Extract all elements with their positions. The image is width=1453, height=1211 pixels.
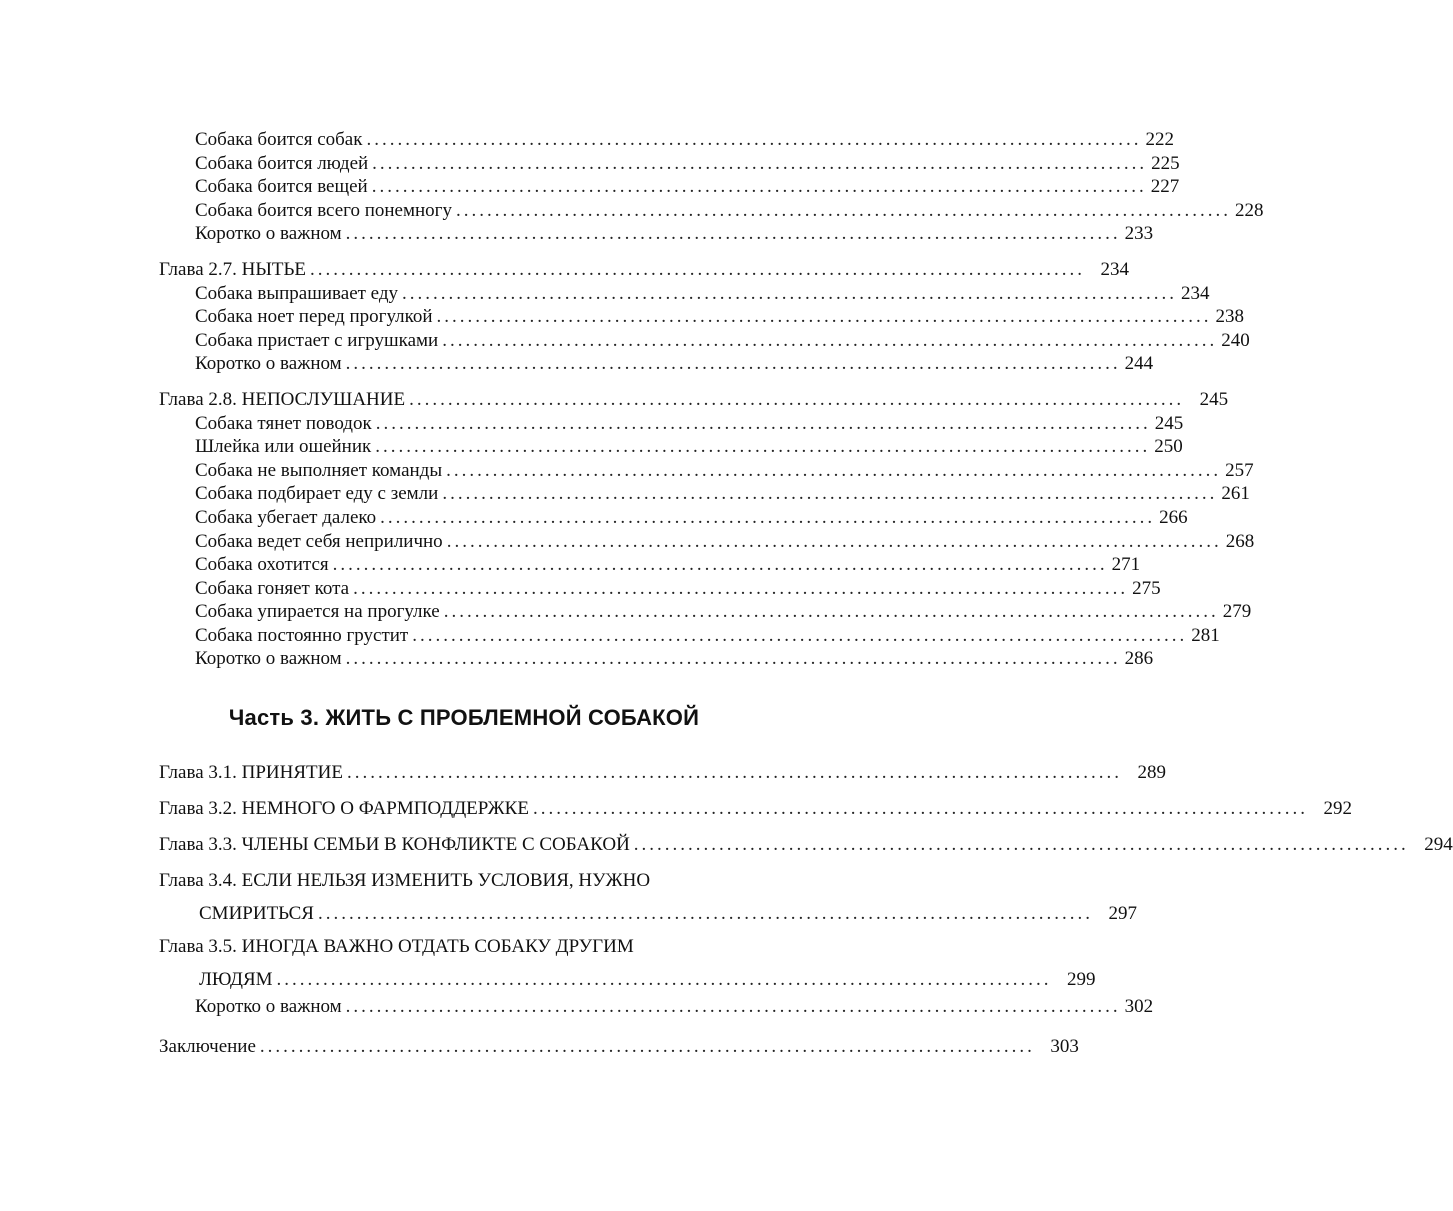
toc-item[interactable]: Собака подбирает еду с земли .................................................................................................... 261 [195,483,1250,505]
toc-chapter-line1[interactable]: Глава 3.4. ЕСЛИ НЕЛЬЗЯ ИЗМЕНИТЬ УСЛОВИЯ, НУЖНО [159,870,651,892]
page-number: 266 [1159,506,1188,528]
page-number: 244 [1124,353,1154,375]
page-number: 286 [1124,648,1154,670]
toc-item[interactable]: Собака гоняет кота .................................................................................................... 275 [195,577,1161,599]
leader-dots: .................................................................................................... [332,554,1108,576]
toc-item[interactable]: Собака не выполняет команды .................................................................................................... 257 [195,459,1254,481]
leader-dots: .................................................................................................... [442,483,1218,505]
leader-dots: .................................................................................................... [633,834,1409,856]
toc-item[interactable]: Собака боится вещей .................................................................................................... 227 [195,176,1180,198]
toc-item[interactable]: Собака охотится .................................................................................................... 271 [195,554,1141,576]
toc-chapter-line1[interactable]: Глава 3.5. ИНОГДА ВАЖНО ОТДАТЬ СОБАКУ ДРУГИМ [159,936,634,958]
page-number: 222 [1145,129,1174,150]
leader-dots: .................................................................................................... [366,129,1142,150]
page-number: 238 [1215,306,1245,328]
leader-dots: .................................................................................................... [375,436,1151,458]
toc-conclusion[interactable]: Заключение .................................................................................................... 303 [159,1029,769,1065]
toc-item[interactable]: Собака боится собак .................................................................................................... 222 [195,129,1174,150]
page-number: 279 [1222,601,1252,623]
page-number: 227 [1150,176,1180,198]
leader-dots: .................................................................................................... [353,577,1129,599]
page-number: 292 [1323,798,1352,820]
page-number: 261 [1221,483,1250,505]
toc-item[interactable]: Собака выпрашивает еду .................................................................................................... 234 [195,282,1210,304]
page-number: 289 [1137,762,1166,784]
toc-item[interactable]: Коротко о важном .................................................................................................... 244 [195,353,1154,375]
toc-chapter[interactable]: Глава 2.7. НЫТЬЕ .................................................................................................... 234 [159,258,1130,280]
page-number: 240 [1221,329,1250,351]
toc-chapter-line2[interactable]: СМИРИТЬСЯ .................................................................................................... 297 [159,899,769,929]
page-number: 303 [1050,1035,1079,1057]
page-number: 234 [1181,282,1210,304]
page-number: 245 [1199,388,1229,410]
leader-dots: .................................................................................................... [442,329,1218,351]
toc-chapter[interactable]: Глава 2.8. НЕПОСЛУШАНИЕ .................................................................................................... 245 [159,388,1229,410]
leader-dots: .................................................................................................... [409,388,1185,410]
toc-item[interactable]: Коротко о важном .................................................................................................... 233 [195,223,1154,245]
toc-item[interactable]: Собака убегает далеко .................................................................................................... 266 [195,506,1188,528]
page-number: 281 [1191,624,1220,646]
leader-dots: .................................................................................................... [259,1035,1035,1057]
leader-dots: .................................................................................................... [345,648,1121,670]
part-title: Часть 3. ЖИТЬ С ПРОБЛЕМНОЙ СОБАКОЙ [228,705,700,731]
leader-dots: .................................................................................................... [375,412,1151,434]
page-number: 233 [1124,223,1154,245]
toc-chapter[interactable]: Глава 3.2. НЕМНОГО О ФАРМПОДДЕРЖКЕ .................................................................................................... 292 [159,791,769,827]
leader-dots: .................................................................................................... [532,798,1308,820]
leader-dots: .................................................................................................... [436,306,1212,328]
page-number: 299 [1067,969,1096,991]
toc-item[interactable]: Собака боится всего понемногу .................................................................................................... 228 [195,199,1264,221]
leader-dots: .................................................................................................... [412,624,1188,646]
page-number: 250 [1154,436,1183,458]
page-number: 225 [1151,152,1180,174]
page-number: 234 [1100,258,1130,280]
table-of-contents [159,128,1453,1065]
page-number: 275 [1132,577,1161,599]
leader-dots: .................................................................................................... [402,282,1178,304]
page-number: 228 [1234,199,1264,221]
toc-item[interactable]: Собака ведет себя неприлично .................................................................................................... 268 [195,530,1255,552]
leader-dots: .................................................................................................... [345,223,1121,245]
page-number: 245 [1154,412,1184,434]
toc-item[interactable]: Коротко о важном .................................................................................................... 286 [195,648,1154,670]
toc-item[interactable]: Собака упирается на прогулке .................................................................................................... 279 [195,601,1252,623]
toc-item[interactable]: Собака постоянно грустит .................................................................................................... 281 [195,624,1220,646]
leader-dots: .................................................................................................... [317,903,1093,925]
page-number: 271 [1111,554,1141,576]
leader-dots: .................................................................................................... [380,506,1156,528]
leader-dots: .................................................................................................... [446,530,1222,552]
leader-dots: .................................................................................................... [346,762,1122,784]
toc-item[interactable]: Собака боится людей .................................................................................................... 225 [195,152,1180,174]
page-number: 268 [1225,530,1255,552]
leader-dots: .................................................................................................... [455,199,1231,221]
leader-dots: .................................................................................................... [443,601,1219,623]
leader-dots: .................................................................................................... [372,152,1148,174]
toc-item[interactable]: Собака пристает с игрушками .................................................................................................... 240 [195,329,1250,351]
toc-chapter[interactable]: Глава 3.1. ПРИНЯТИЕ .................................................................................................... 289 [159,755,769,791]
page-number: 302 [1124,996,1154,1018]
leader-dots: .................................................................................................... [345,996,1121,1018]
leader-dots: .................................................................................................... [310,258,1086,280]
toc-chapter[interactable]: Глава 3.3. ЧЛЕНЫ СЕМЬИ В КОНФЛИКТЕ С СОБАКОЙ .................................................................................................... 294 [159,827,769,863]
toc-item[interactable]: Собака ноет перед прогулкой .................................................................................................... 238 [195,306,1245,328]
toc-item[interactable]: Шлейка или ошейник .................................................................................................... 250 [195,436,1183,458]
leader-dots: .................................................................................................... [446,459,1222,481]
leader-dots: .................................................................................................... [276,969,1052,991]
leader-dots: .................................................................................................... [345,353,1121,375]
leader-dots: .................................................................................................... [371,176,1147,198]
page-number: 257 [1225,459,1254,481]
toc-item[interactable]: Коротко о важном .................................................................................................... 302 [195,996,1154,1018]
page-number: 294 [1424,834,1453,856]
toc-chapter-line2[interactable]: ЛЮДЯМ .................................................................................................... 299 [159,965,769,995]
toc-item[interactable]: Собака тянет поводок .................................................................................................... 245 [195,412,1184,434]
page-number: 297 [1108,903,1137,925]
